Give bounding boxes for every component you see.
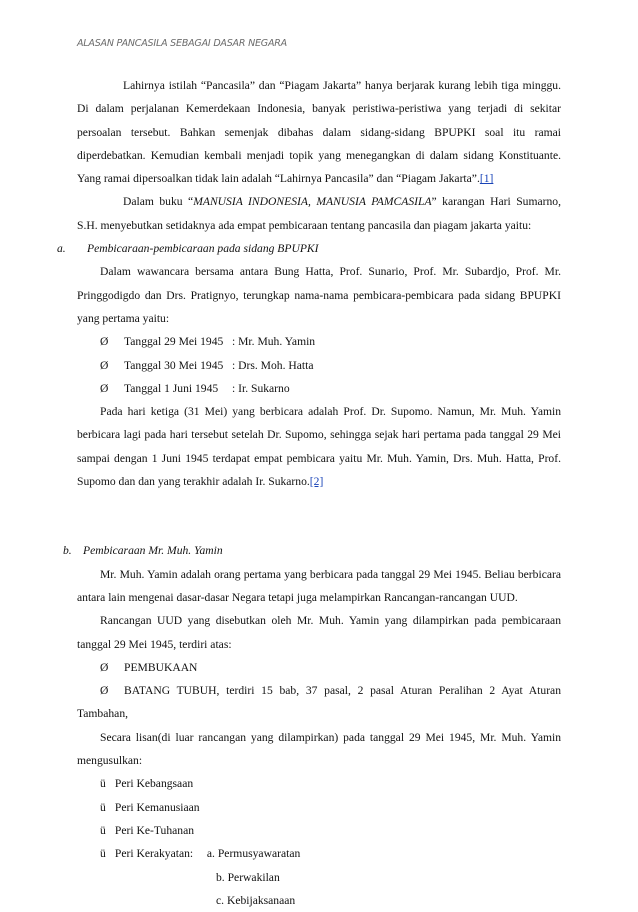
sub-item: b. Perwakilan (216, 870, 280, 884)
book-title: MANUSIA INDONESIA, MANUSIA PAMCASILA (193, 195, 432, 209)
uud-list (77, 656, 561, 726)
paragraph-day-three-text: Pada hari ketiga (31 Mei) yang berbicara adalah Prof. Dr. Supomo. Namun, Mr. Muh. Yamin berbicara lagi pada hari tersebut setelah Dr. Supomo, sehingga sejak hari pertama pada tanggal 29 Mei sampai dengan 1 Juni 1945 terdapat empat pembicara yaitu Mr. Muh. Yamin, Drs. Muh. Hatta, Prof. Supomo dan dan yang terakhir adalah Ir. Sukarno. (77, 405, 561, 489)
paragraph-interview: Dalam wawancara bersama antara Bung Hatta, Prof. Sunario, Prof. Mr. Subardjo, Prof. Mr. Pringgodigdo dan Drs. Pratignyo, terungkap nama-nama pembicara-pembicara pada sidang BPUPKI yang pertama yaitu: (77, 265, 561, 325)
speaker-name: : Drs. Moh. Hatta (232, 358, 314, 372)
list-item (77, 330, 561, 353)
bullet-icon: Ø (100, 358, 109, 372)
list-item-text: PEMBUKAAN (124, 660, 198, 674)
check-icon: ü (100, 823, 106, 837)
bullet-icon: Ø (100, 381, 109, 395)
paragraph-day-three (77, 400, 561, 493)
paragraph-rancangan: Rancangan UUD yang disebutkan oleh Mr. Muh. Yamin yang dilampirkan pada pembicaraan tanggal 29 Mei 1945, terdiri atas: (77, 614, 561, 651)
bullet-icon: Ø (100, 335, 109, 349)
footnote-link-2[interactable]: [2] (309, 475, 324, 489)
list-item-text: Peri Kemanusiaan (114, 800, 200, 814)
check-icon: ü (100, 777, 106, 791)
section-b-heading (63, 539, 561, 562)
bullet-icon: Ø (100, 684, 109, 698)
speaker-list (77, 330, 561, 400)
section-a-title: Pembicaraan-pembicaraan pada sidang BPUPKI (87, 242, 319, 256)
list-item (77, 656, 561, 679)
list-item (77, 796, 561, 819)
section-b-marker: b. (63, 544, 72, 558)
speaker-date: Tanggal 29 Mei 1945 (124, 335, 224, 349)
list-item-text: Peri Ke-Tuhanan (114, 823, 195, 837)
footnote-link-1[interactable]: [1] (479, 172, 494, 186)
bullet-icon: Ø (100, 660, 109, 674)
check-icon: ü (100, 800, 106, 814)
list-item (77, 354, 561, 377)
paragraph-intro-text: Lahirnya istilah “Pancasila” dan “Piagam Jakarta” hanya berjarak kurang lebih tiga minggu. Di dalam perjalanan Kemerdekaan Indonesia, banyak peristiwa-peristiwa yang terjadi di sekitar persoalan tersebut. Bahkan semenjak dibahas dalam sidang-sidang BPUPKI soal itu ramai diperdebatkan. Kemudian kembali menjadi topik yang menegangkan di dalam sidang Konstituante. Yang ramai dipersoalkan tidak lain adalah “Lahirnya Pancasila” dan “Piagam Jakarta”. (77, 79, 561, 186)
document-body (57, 74, 561, 912)
spacer (77, 493, 561, 539)
list-item-text: BATANG TUBUH, terdiri 15 bab, 37 pasal, 2 pasal Aturan Peralihan 2 Ayat Aturan Tambahan, (77, 684, 561, 721)
section-a-marker: a. (57, 242, 66, 256)
paragraph-lisan: Secara lisan(di luar rancangan yang dilampirkan) pada tanggal 29 Mei 1945, Mr. Muh. Yamin mengusulkan: (77, 730, 561, 768)
speaker-name: : Mr. Muh. Yamin (232, 335, 316, 349)
peri-list (77, 772, 561, 912)
section-a-heading (57, 237, 561, 260)
list-item (77, 377, 561, 400)
list-item (77, 842, 561, 865)
speaker-date: Tanggal 1 Juni 1945 (124, 381, 219, 395)
section-b-title: Pembicaraan Mr. Muh. Yamin (83, 544, 223, 558)
paragraph-yamin: Mr. Muh. Yamin adalah orang pertama yang berbicara pada tanggal 29 Mei 1945. Beliau berbicara antara lain mengenai dasar-dasar Negara tetapi juga melampirkan Rancangan-rancangan UUD. (77, 567, 561, 604)
check-icon: ü (100, 847, 106, 861)
speaker-name: : Ir. Sukarno (232, 381, 290, 395)
paragraph-intro (77, 74, 561, 190)
speaker-date: Tanggal 30 Mei 1945 (124, 358, 224, 372)
running-header: ALASAN PANCASILA SEBAGAI DASAR NEGARA (77, 38, 287, 49)
paragraph-book-text-a: Dalam buku “ (123, 195, 194, 209)
sub-item: c. Kebijaksanaan (216, 893, 296, 907)
list-item (77, 819, 561, 842)
list-item (77, 772, 561, 795)
paragraph-book-text-b: ” karangan Hari Sumarno, S.H. menyebutkan setidaknya ada empat pembicaraan tentang pancasila dan piagam jakarta yaitu: (77, 195, 561, 232)
list-item-text: Peri Kerakyatan: (114, 847, 194, 861)
list-item-text: Peri Kebangsaan (114, 777, 194, 791)
list-item (77, 679, 561, 726)
paragraph-book (77, 190, 561, 237)
sub-item: a. Permusyawaratan (206, 847, 301, 861)
